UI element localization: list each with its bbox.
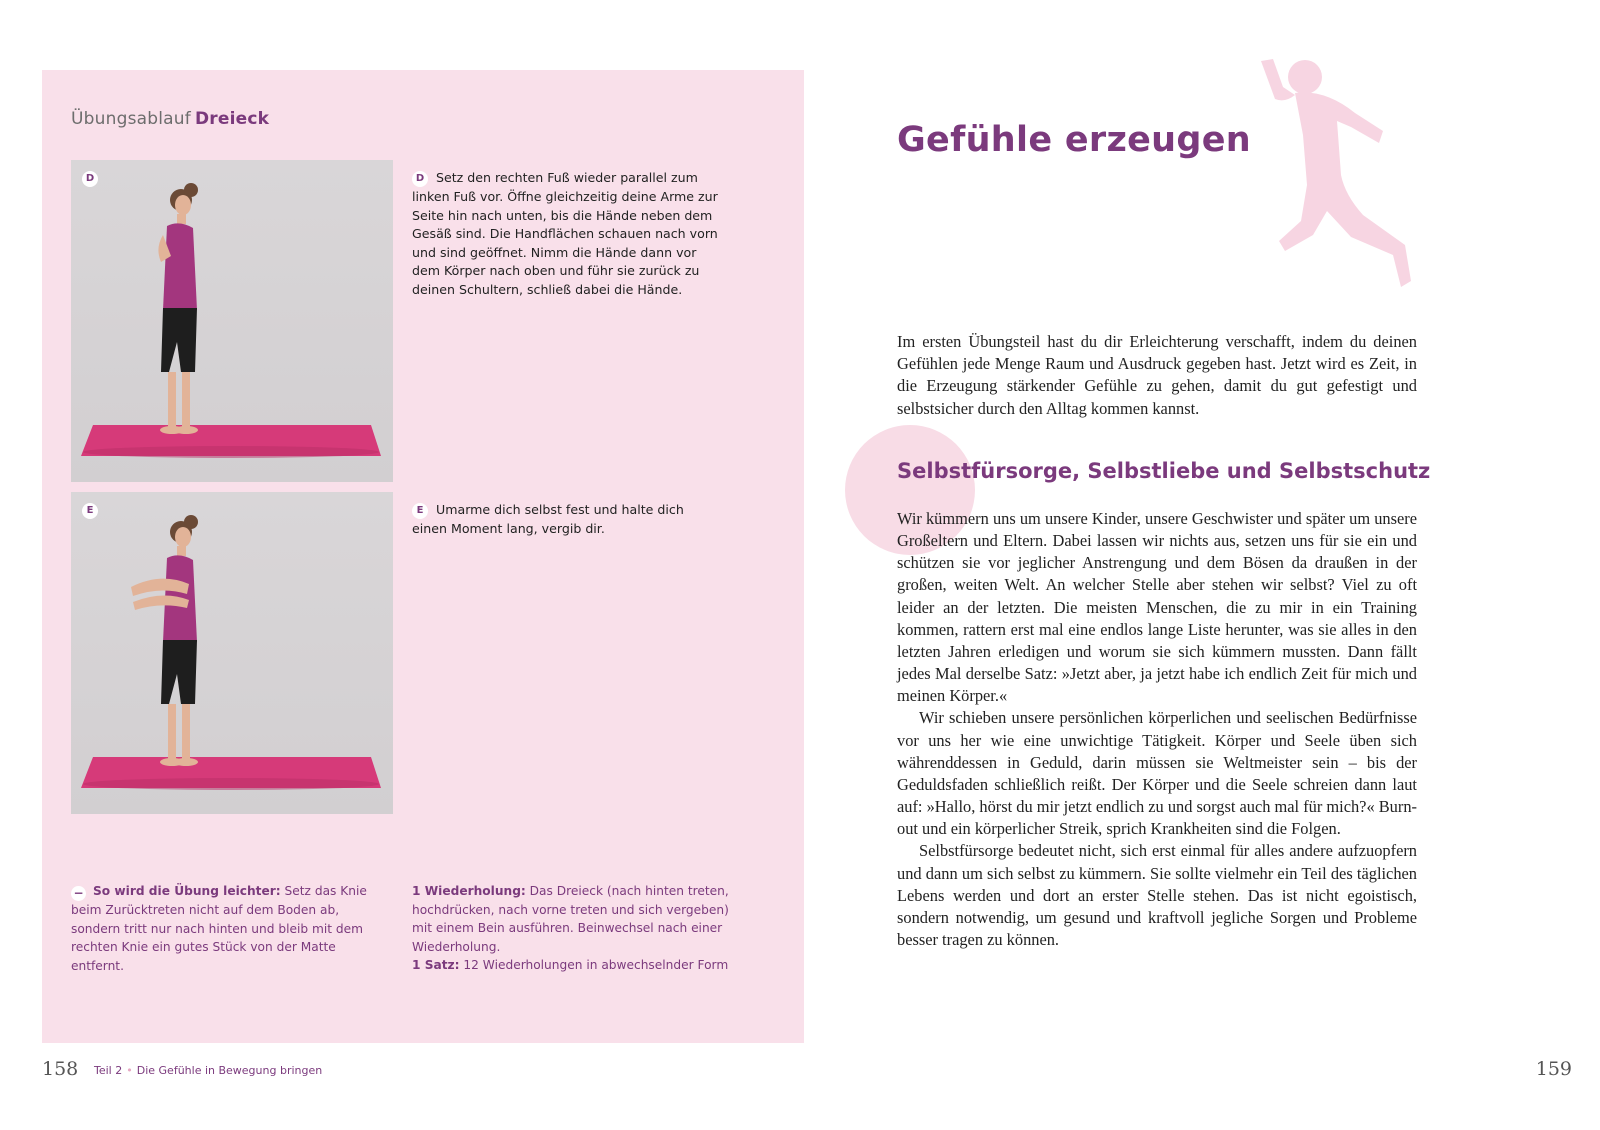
step-e-text: Umarme dich selbst fest und halte dich einen Moment lang, vergib dir. — [412, 502, 684, 536]
standing-pose-illustration — [71, 160, 393, 482]
tip-text: Setz das Knie beim Zurücktreten nicht auf dem Boden ab, sondern tritt nur nach hinten und bleib mit dem rechten Knie ein gutes Stück von der Matte entfernt. — [71, 884, 367, 973]
running-figure-icon — [1255, 55, 1435, 295]
separator-dot: • — [126, 1064, 133, 1077]
set-line — [412, 956, 732, 975]
part-label: Teil 2 — [94, 1064, 123, 1077]
self-hug-pose-illustration — [71, 492, 393, 814]
section-label — [71, 109, 269, 129]
repetition-lead: 1 Wiederholung: — [412, 884, 526, 898]
running-footer — [94, 1064, 322, 1077]
exercise-photo-e — [71, 492, 393, 814]
tip-lead: So wird die Übung leichter: — [93, 884, 281, 898]
part-title: Die Gefühle in Bewegung bringen — [136, 1064, 323, 1077]
repetition-text: Das Dreieck (nach hinten treten, hochdrücken, nach vorne treten und sich vergeben) mit einem Bein ausführen. Beinwechsel nach einer Wiederholung. — [412, 884, 729, 954]
intro-paragraph: Im ersten Übungsteil hast du dir Erleichterung verschafft, indem du deinen Gefühlen jede Menge Raum und Ausdruck gegeben hast. Jetzt wird es Zeit, in die Erzeugung stärkender Gefühle zu gehen, damit du gut gefestigt und selbstsicher durch den Alltag kommen kannst. — [897, 332, 1417, 418]
page-title: Gefühle erzeugen — [897, 120, 1251, 160]
minus-icon: − — [71, 886, 86, 901]
section-label-name: Dreieck — [194, 109, 270, 129]
exercise-photo-d — [71, 160, 393, 482]
section-label-prefix: Übungsablauf — [71, 109, 191, 129]
repetition-line — [412, 882, 732, 956]
step-d-instructions — [412, 169, 722, 299]
set-lead: 1 Satz: — [412, 958, 460, 972]
step-text-badge-d: D — [412, 171, 428, 187]
step-text-badge-e: E — [412, 503, 428, 519]
body-paragraph-3: Selbstfürsorge bedeutet nicht, sich erst einmal für alles andere aufzuopfern und dann um sich selbst zu kümmern. Sie sollte vielmehr ein Teil des täglichen Lebens werden und dort an erster Stelle stehen. Das ist nicht egoistisch, sondern notwendig, um gesund und kraftvoll jegliche Sorgen und Probleme besser tragen zu können. — [897, 841, 1417, 949]
step-badge-d: D — [82, 171, 98, 187]
subheading: Selbstfürsorge, Selbstliebe und Selbstschutz — [897, 459, 1431, 483]
repetition-info — [412, 882, 732, 975]
step-badge-e: E — [82, 503, 98, 519]
set-text: 12 Wiederholungen in abwechselnder Form — [463, 958, 729, 972]
body-paragraph-1: Wir kümmern uns um unsere Kinder, unsere Geschwister und später um unsere Großeltern und Eltern. Dabei lassen wir nichts aus, setzen uns für sie ein und schützen sie vor jeglicher Anstrengung und dem Bösen da draußen in der großen, weiten Welt. An welcher Stelle aber stehen wir selbst? Viel zu oft leider an der letzten. Die meisten Menschen, die zu mir in ein Training kommen, rattern erst mal eine endlos lange Liste herunter, was sie alles in den letzten Jahren erledigen und worum sie sich kümmern mussten. Dann fällt jedes Mal derselbe Satz: »Jetzt aber, ja jetzt habe ich endlich Zeit für mich und meinen Körper.« — [897, 509, 1417, 706]
step-d-text: Setz den rechten Fuß wieder parallel zum linken Fuß vor. Öffne gleichzeitig deine Arme zur Seite hin nach unten, bis die Hände neben dem Gesäß sind. Die Handflächen schauen nach vorn und sind geöffnet. Nimm die Hände dann vor dem Körper nach oben und führ sie zurück zu deinen Schultern, schließ dabei die Hände. — [412, 170, 718, 297]
page-number-right: 159 — [1535, 1058, 1572, 1080]
body-paragraph-2: Wir schieben unsere persönlichen körperlichen und seelischen Bedürfnisse vor uns her wie eine unwichtige Tätigkeit. Körper und Seele üben sich währenddessen in Geduld, darin müssen sie Weltmeister sein – bis der Geduldsfaden schließlich reißt. Der Körper und die Seele schreien dann laut auf: »Hallo, hörst du mir jetzt endlich zu und sorgst auch mal für mich?« Burn-out und ein körperlicher Streik, sprich Krankheiten sind die Folgen. — [897, 708, 1417, 839]
easier-variant-tip — [71, 882, 391, 975]
page-number-left: 158 — [42, 1058, 79, 1080]
body-text — [897, 508, 1417, 951]
step-e-instructions — [412, 501, 722, 539]
